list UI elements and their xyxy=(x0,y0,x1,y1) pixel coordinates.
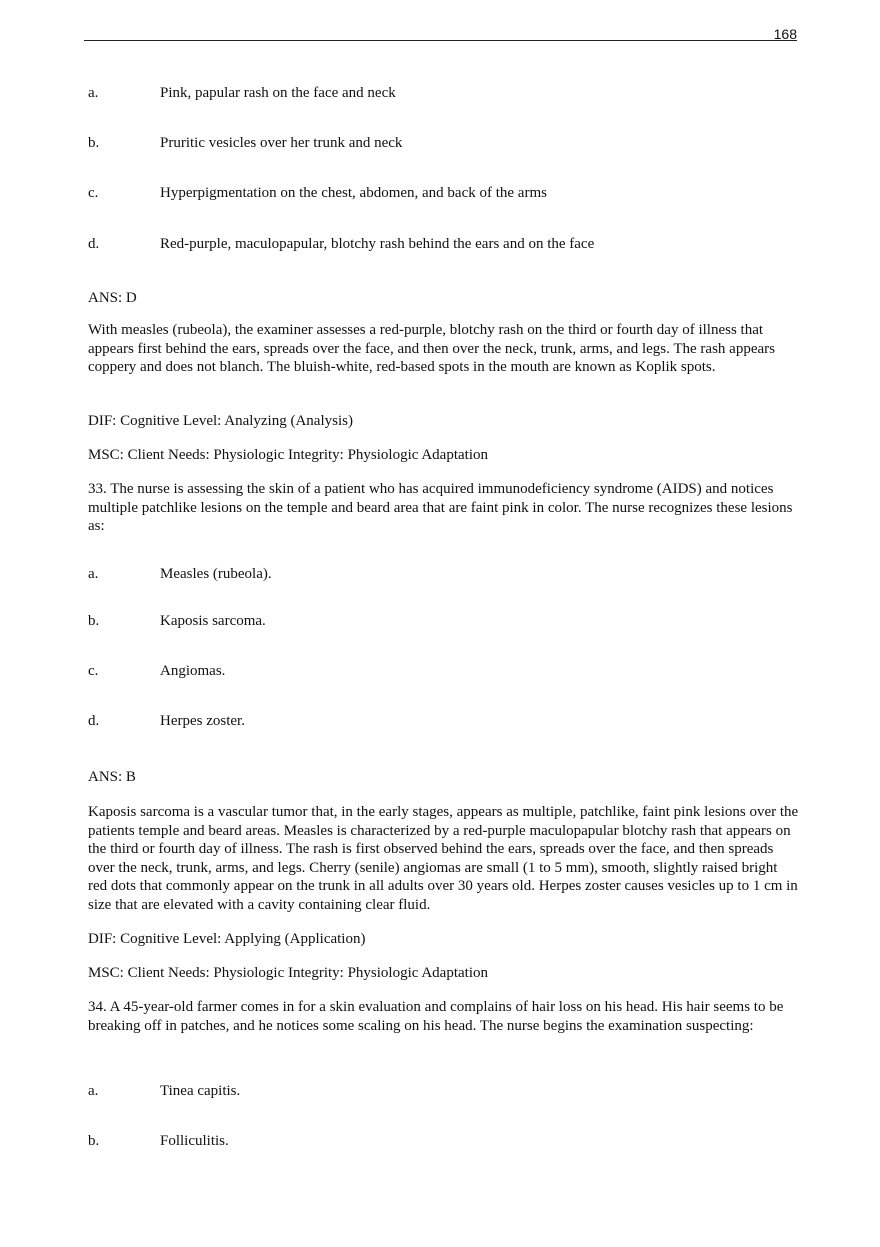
q32-client-needs: MSC: Client Needs: Physiologic Integrity: Physiologic Adaptation xyxy=(88,447,488,463)
q32-option-a-text: Pink, papular rash on the face and neck xyxy=(160,85,396,101)
q33-option-c-text: Angiomas. xyxy=(160,663,226,679)
q33-stem: 33. The nurse is assessing the skin of a patient who has acquired immunodeficiency syndrome (AIDS) and notices multiple patchlike lesions on the temple and beard area that are faint pink in color. The nurse recognizes these lesions as: xyxy=(88,481,793,534)
q34-stem: 34. A 45-year-old farmer comes in for a skin evaluation and complains of hair loss on his head. His hair seems to be breaking off in patches, and he notices some scaling on his head. The nurse begins the examination suspecting: xyxy=(88,999,784,1034)
page-number: 168 xyxy=(773,26,797,42)
q33-option-a-text: Measles (rubeola). xyxy=(160,566,272,582)
q32-difficulty: DIF: Cognitive Level: Analyzing (Analysis) xyxy=(88,413,353,429)
q32-option-d-letter: d. xyxy=(88,236,100,252)
q33-answer: ANS: B xyxy=(88,769,136,785)
q33-option-b-letter: b. xyxy=(88,613,100,629)
q32-option-c-letter: c. xyxy=(88,185,99,201)
q32-rationale: With measles (rubeola), the examiner assesses a red-purple, blotchy rash on the third or fourth day of illness that appears first behind the ears, spreads over the face, and then over the neck, trunk, arms, and legs. The rash appears coppery and does not blanch. The bluish-white, red-based spots in the mouth are known as Koplik spots. xyxy=(88,322,775,375)
q34-option-b-letter: b. xyxy=(88,1133,100,1149)
q33-option-d-text: Herpes zoster. xyxy=(160,713,245,729)
q34-option-a-letter: a. xyxy=(88,1083,99,1099)
q32-option-c-text: Hyperpigmentation on the chest, abdomen, and back of the arms xyxy=(160,185,547,201)
q33-option-b-text: Kaposis sarcoma. xyxy=(160,613,266,629)
q32-answer: ANS: D xyxy=(88,290,137,306)
q33-option-a-letter: a. xyxy=(88,566,99,582)
q33-option-c-letter: c. xyxy=(88,663,99,679)
q32-option-b-letter: b. xyxy=(88,135,100,151)
q34-option-a-text: Tinea capitis. xyxy=(160,1083,241,1099)
q32-option-a-letter: a. xyxy=(88,85,99,101)
q34-option-b-text: Folliculitis. xyxy=(160,1133,229,1149)
q32-option-b-text: Pruritic vesicles over her trunk and neck xyxy=(160,135,403,151)
q33-difficulty: DIF: Cognitive Level: Applying (Application) xyxy=(88,931,366,947)
q33-rationale: Kaposis sarcoma is a vascular tumor that, in the early stages, appears as multiple, patchlike, faint pink lesions over the patients temple and beard areas. Measles is characterized by a red-purple maculopapular blotchy rash that appears on the third or fourth day of illness. The rash is first observed behind the ears, spreads over the face, and then spreads over the neck, trunk, arms, and legs. Cherry (senile) angiomas are small (1 to 5 mm), smooth, slightly raised bright red dots that commonly appear on the trunk in all adults over 30 years old. Herpes zoster causes vesicles up to 1 cm in size that are elevated with a cavity containing clear fluid. xyxy=(88,804,799,913)
q32-option-d-text: Red-purple, maculopapular, blotchy rash behind the ears and on the face xyxy=(160,236,595,252)
q33-option-d-letter: d. xyxy=(88,713,100,729)
q33-client-needs: MSC: Client Needs: Physiologic Integrity: Physiologic Adaptation xyxy=(88,965,488,981)
header-rule xyxy=(84,40,797,41)
